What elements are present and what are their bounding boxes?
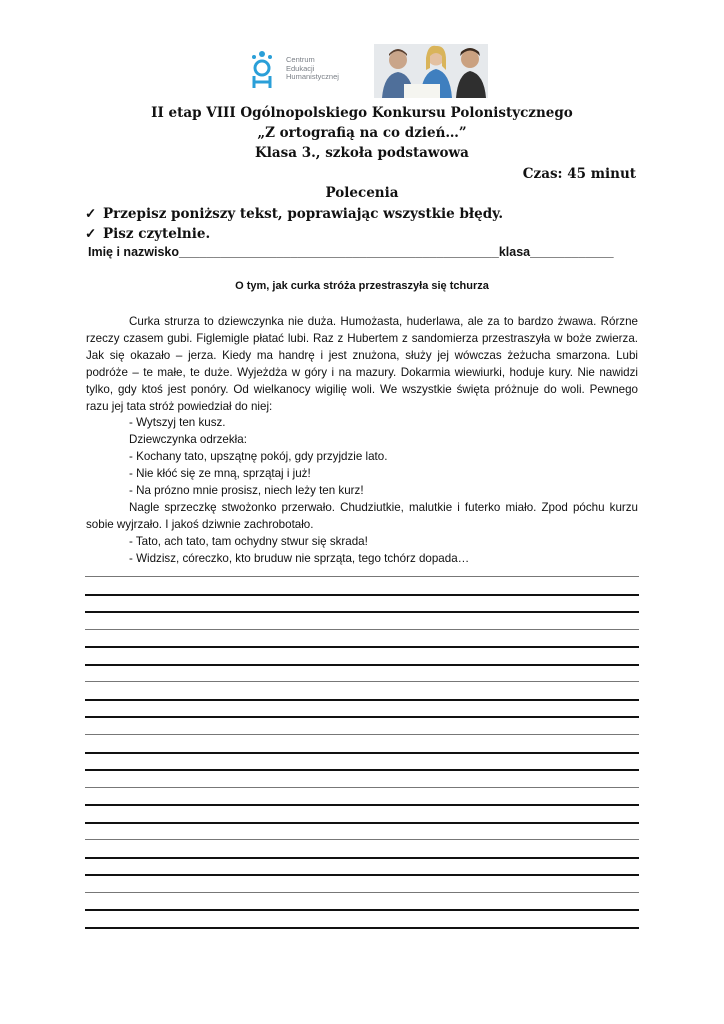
class-level: Klasa 3., szkoła podstawowa xyxy=(255,145,469,161)
dialog-line: Dziewczynka odrzekła: xyxy=(129,433,247,446)
writing-line xyxy=(85,787,639,788)
header-logo-banner xyxy=(248,44,488,98)
writing-line xyxy=(85,576,639,577)
instruction-item: ✓ Przepisz poniższy tekst, poprawiając wszystkie błędy. xyxy=(85,206,504,222)
story-paragraph-1: Curka strurza to dziewczynka nie duża. Humożasta, huderlawa, ale za to bardzo żwawa. Rórzne rzeczy czasem gubi. Figlemigle płatać lubi. Raz z Hubertem z sandomierza przestraszyła w boże zwierza. Jak się okazało – jerza. Kiedy ma handrę i jest znużona, służy jej wówczas żeżucha smarzona. Lubi podróże – te małe, te duże. Wyjeżdża w góry i na mazury. Dokarmia wiewiurki, hoduje kury. Nie nawidzi tylko, gdy ktoś jest ponóry. Od wielkanocy wigilię woli. We wszystkie święta próżnuje do woli. Pewnego razu jej tata stróż powiedział do niej: xyxy=(86,315,638,413)
writing-line xyxy=(85,892,639,893)
checkmark-icon: ✓ xyxy=(85,226,97,242)
name-and-class-field xyxy=(88,245,638,259)
writing-line xyxy=(85,646,639,648)
story-title: O tym, jak curka stróża przestraszyła się tchurza xyxy=(235,280,489,292)
writing-line xyxy=(85,822,639,824)
name-label: Imię i nazwisko xyxy=(88,245,180,259)
writing-line xyxy=(85,752,639,754)
contest-title: II etap VIII Ogólnopolskiego Konkursu Polonistycznego xyxy=(151,105,573,121)
writing-line xyxy=(85,857,639,859)
writing-line xyxy=(85,629,639,630)
story-paragraph-2: Nagle sprzeczkę stwożonko przerwało. Chudziutkie, malutkie i futerko miało. Zpod póchu kurzu sobie wyjrzało. I jakoś dziwnie zachrobotało. xyxy=(86,501,638,531)
dialog-line: - Nie kłóć się ze mną, sprzątaj i już! xyxy=(129,467,311,480)
logo-text: Centrum Edukacji Humanistycznej xyxy=(286,55,339,81)
writing-line xyxy=(85,927,639,929)
dialog-line: - Tato, ach tato, tam ochydny stwur się skrada! xyxy=(129,535,368,548)
writing-line xyxy=(85,769,639,771)
name-blank: ______________________________________________ xyxy=(179,245,499,259)
writing-line xyxy=(85,699,639,701)
class-blank: ____________ xyxy=(530,245,614,259)
writing-line xyxy=(85,716,639,718)
section-heading-polecenia: Polecenia xyxy=(325,185,399,201)
dialog-line: - Kochany tato, upszątnę pokój, gdy przyjdzie lato. xyxy=(129,450,388,463)
dialog-line: - Widzisz, córeczko, kto bruduw nie sprząta, tego tchórz dopada… xyxy=(129,552,470,565)
checkmark-icon: ✓ xyxy=(85,206,97,222)
dialog-line: - Na prózno mnie prosisz, niech leży ten kurz! xyxy=(129,484,364,497)
class-label: klasa xyxy=(498,245,531,259)
writing-line xyxy=(85,909,639,911)
dialog-line: - Wytszyj ten kusz. xyxy=(129,416,226,429)
writing-line xyxy=(85,594,639,596)
writing-line xyxy=(85,681,639,682)
instruction-item: ✓ Pisz czytelnie. xyxy=(85,226,211,242)
students-photo xyxy=(374,44,488,98)
writing-line xyxy=(85,611,639,613)
writing-line xyxy=(85,734,639,735)
writing-line xyxy=(85,804,639,806)
contest-subtitle: „Z ortografią na co dzień…” xyxy=(257,125,467,141)
center-logo-icon xyxy=(248,48,276,90)
writing-line xyxy=(85,839,639,840)
writing-line xyxy=(85,874,639,876)
writing-line xyxy=(85,664,639,666)
time-limit: Czas: 45 minut xyxy=(522,166,636,182)
